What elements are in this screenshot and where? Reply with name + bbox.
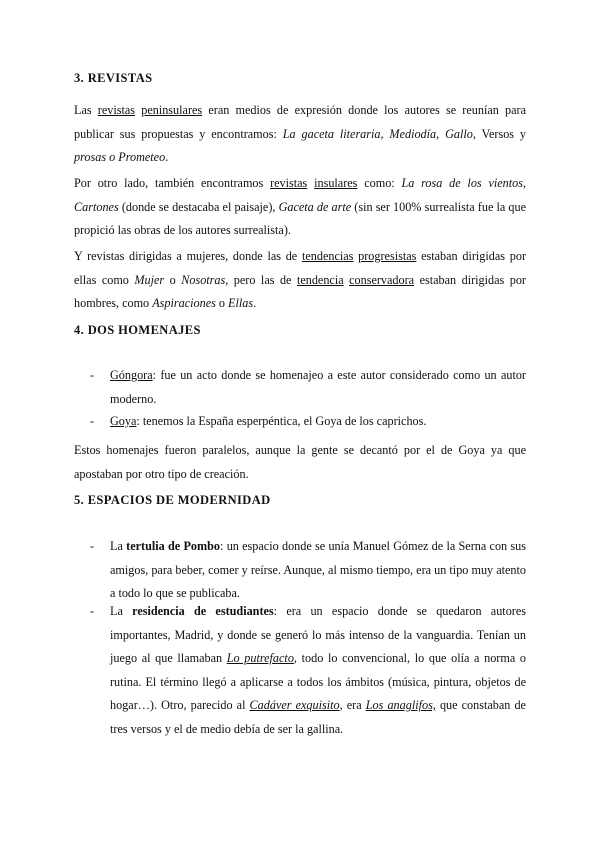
text-run: La <box>110 539 127 553</box>
underlined-term: insulares <box>314 176 358 190</box>
text-run: o <box>164 272 182 287</box>
italic-title: Gallo <box>445 126 473 141</box>
paragraph-revistas-insulares <box>74 172 526 243</box>
list-item-text <box>110 604 526 736</box>
text-run: , todo lo convencional, lo que olía a norma o rutina. El término llegó a aplicarse a todos los ámbitos (música, pintura, objetos de hogar…). Otro, parecido al <box>110 651 526 712</box>
text-run: : fue un acto donde se homenajeo a este autor considerado como un autor moderno. <box>110 368 526 406</box>
list-dash: - <box>90 368 95 382</box>
underlined-term: revistas <box>97 103 136 117</box>
italic-title: Mujer <box>134 272 165 287</box>
text-run: que constaban de tres versos y el de medio debía de ser la gallina. <box>110 698 526 736</box>
text-run: . <box>165 150 169 164</box>
text-run: , <box>380 126 390 141</box>
underlined-term: conservadora <box>349 272 415 287</box>
paragraph-revistas-peninsulares <box>74 99 526 170</box>
underlined-term: tendencias <box>301 249 354 263</box>
section-heading-homenajes: 4. DOS HOMENAJES <box>74 323 201 337</box>
underlined-term: progresistas <box>358 249 417 263</box>
text-run: : un espacio donde se unía Manuel Gómez de la Serna con sus amigos, para beber, comer y reírse. Aunque, al mismo tiempo, era un tipo muy atento a todo lo que se publicaba. <box>110 539 527 600</box>
text-run: : era un espacio donde se quedaron autores importantes, Madrid, y donde se generó lo más intenso de la vanguardia. Tenían un juego al que llamaban <box>110 604 526 665</box>
text-run: estaban dirigidas por hombres, como <box>74 272 526 310</box>
italic-title: Aspiraciones <box>152 296 216 310</box>
italic-title: La gaceta literaria <box>282 126 381 141</box>
italic-title: Cartones <box>74 199 119 214</box>
list-item-tertulia-pombo <box>90 535 527 606</box>
list-item-text <box>110 539 526 600</box>
list-item-gongora <box>90 364 526 411</box>
text-run: : tenemos la España esperpéntica, el Goya de los caprichos. <box>136 414 427 428</box>
text-run: Y revistas dirigidas a mujeres, donde las de <box>74 249 302 263</box>
text-run: Las <box>74 103 98 117</box>
text-run: , Versos y <box>472 126 526 141</box>
text-run: , <box>436 126 446 141</box>
text-run: La <box>110 604 133 618</box>
list-item-text <box>110 368 526 406</box>
underlined-term: peninsulares <box>141 103 203 117</box>
section-heading-revistas: 3. REVISTAS <box>74 71 153 85</box>
text-run: o <box>215 296 229 310</box>
bold-term: tertulia de Pombo <box>126 539 221 553</box>
list-item-residencia-estudiantes <box>90 600 526 741</box>
list-item-text <box>110 414 426 428</box>
text-run: Estos homenajes fueron paralelos, aunque la gente se decantó por el de Goya ya que apostaban por otro tipo de creación. <box>74 443 526 481</box>
paragraph-homenajes <box>74 439 526 486</box>
list-dash: - <box>90 604 95 618</box>
paragraph-revistas-mujeres <box>74 245 526 316</box>
bold-term: residencia de estudiantes <box>132 604 274 618</box>
underlined-term: Los anaglifos, <box>365 698 436 712</box>
underlined-term: tendencia <box>296 272 344 287</box>
text-run: , pero las de <box>225 272 297 287</box>
list-item-goya <box>90 410 526 434</box>
text-run: eran medios de expresión donde los autores se reunían para publicar sus propuestas y encontramos: <box>74 103 527 141</box>
text-run: (sin ser 100% surrealista fue la que propició las obras de los autores surrealista). <box>74 199 526 237</box>
underlined-term: Lo putrefacto <box>226 651 294 665</box>
text-run: estaban dirigidas por ellas como <box>74 249 526 287</box>
underlined-term: Goya <box>110 414 137 428</box>
italic-title: Gaceta de arte <box>278 199 352 214</box>
list-dash: - <box>90 414 95 428</box>
italic-title: Ellas <box>228 296 254 310</box>
italic-title: Nosotras <box>181 272 226 287</box>
italic-title: Mediodía <box>389 126 437 141</box>
text-run: , era <box>339 698 366 712</box>
list-dash: - <box>90 539 95 553</box>
italic-title: prosas o Prometeo <box>74 150 166 164</box>
underlined-term: revistas <box>270 176 308 190</box>
text-run: . <box>253 296 257 310</box>
underlined-term: Cadáver exquisito <box>249 698 340 712</box>
text-run: (donde se destacaba el paisaje), <box>118 199 279 214</box>
underlined-term: Góngora <box>110 368 153 382</box>
text-run: como: <box>357 176 402 190</box>
section-heading-espacios: 5. ESPACIOS DE MODERNIDAD <box>74 493 271 507</box>
text-run: , <box>522 176 527 190</box>
italic-title: La rosa de los vientos <box>401 176 523 190</box>
text-run: Por otro lado, también encontramos <box>74 176 271 190</box>
